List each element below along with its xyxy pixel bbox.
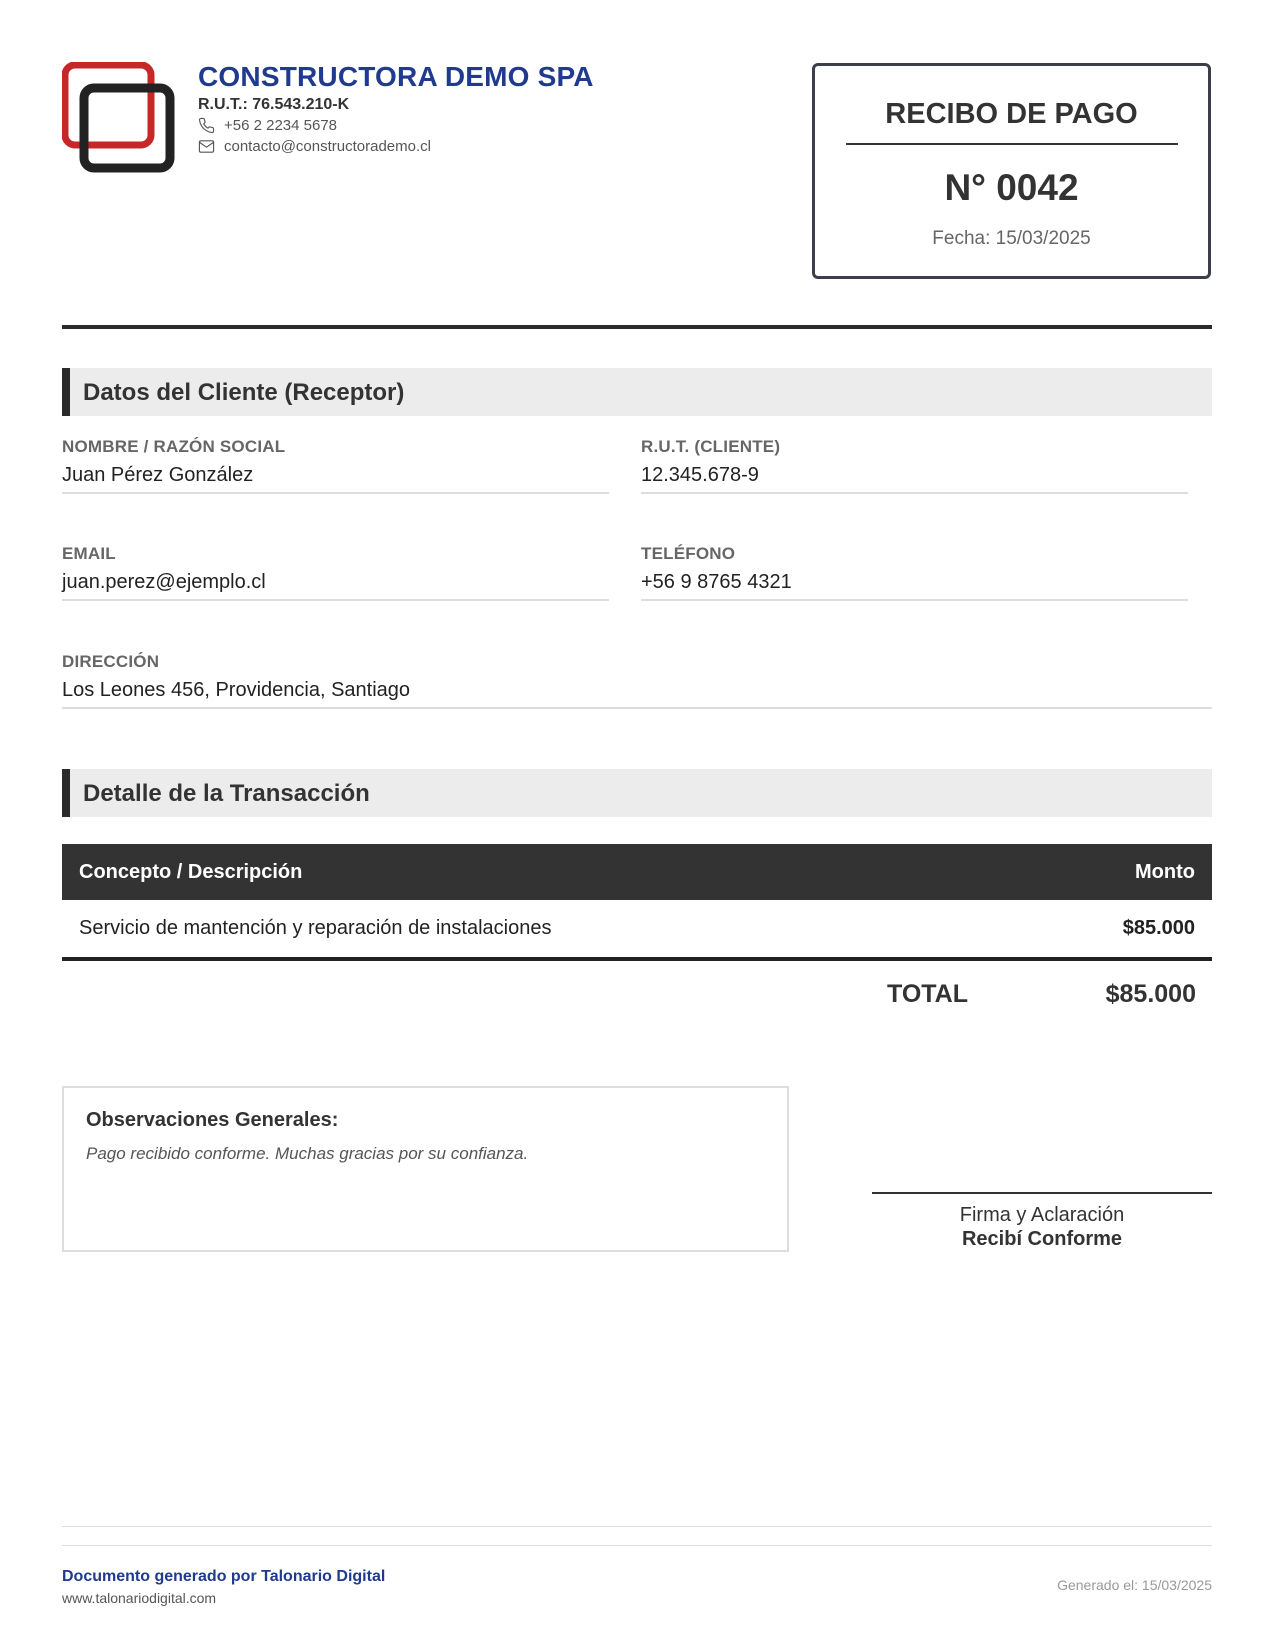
company-rut: R.U.T.: 76.543.210-K <box>198 96 350 113</box>
footer-generated-by: Documento generado por Talonario Digital <box>62 1568 386 1585</box>
notes-title: Observaciones Generales: <box>86 1109 339 1131</box>
client-section-title: Datos del Cliente (Receptor) <box>83 379 405 406</box>
receipt-divider <box>846 143 1178 145</box>
client-rut-value: 12.345.678-9 <box>641 464 1188 494</box>
column-header-amount: Monto <box>1135 861 1195 883</box>
field-label: NOMBRE / RAZÓN SOCIAL <box>62 437 286 456</box>
phone-icon <box>198 117 215 134</box>
company-email-line <box>198 136 594 157</box>
footer-generated-date: Generado el: 15/03/2025 <box>1057 1577 1212 1593</box>
footer-divider <box>62 1545 1212 1546</box>
transaction-section-header <box>62 769 1212 817</box>
receipt-box <box>812 63 1211 279</box>
company-name: CONSTRUCTORA DEMO SPA <box>198 61 594 92</box>
field-label: EMAIL <box>62 544 116 563</box>
client-address-field <box>62 652 1212 709</box>
signature-line <box>872 1192 1212 1194</box>
field-label: R.U.T. (CLIENTE) <box>641 437 781 456</box>
signature-sub: Recibí Conforme <box>961 1228 1123 1250</box>
client-email-field <box>62 544 609 601</box>
transaction-section-title: Detalle de la Transacción <box>83 780 370 807</box>
field-label: DIRECCIÓN <box>62 652 160 671</box>
company-phone-line <box>198 115 594 136</box>
notes-box <box>62 1086 789 1252</box>
header-divider <box>62 325 1212 329</box>
client-phone-field <box>641 544 1188 601</box>
mail-icon <box>198 138 215 155</box>
client-name-value: Juan Pérez González <box>62 464 609 494</box>
footer-url[interactable]: www.talonariodigital.com <box>62 1590 217 1606</box>
table-bottom-rule <box>62 957 1212 961</box>
total-value: $85.000 <box>1105 980 1196 1008</box>
client-rut-field <box>641 437 1188 494</box>
client-section-header <box>62 368 1212 416</box>
company-phone: +56 2 2234 5678 <box>224 117 338 134</box>
notes-text: Pago recibido conforme. Muchas gracias por su confianza. <box>86 1144 529 1163</box>
row-concept: Servicio de mantención y reparación de instalaciones <box>79 917 552 939</box>
total-label: TOTAL <box>887 980 969 1008</box>
row-amount: $85.000 <box>1122 917 1195 939</box>
client-address-value: Los Leones 456, Providencia, Santiago <box>62 679 1212 709</box>
company-email: contacto@constructorademo.cl <box>224 138 431 155</box>
company-logo <box>62 62 180 178</box>
client-email-value: juan.perez@ejemplo.cl <box>62 571 609 601</box>
footer-divider <box>62 1526 1212 1527</box>
client-name-field <box>62 437 609 494</box>
column-header-concept: Concepto / Descripción <box>79 861 303 883</box>
signature-label: Firma y Aclaración <box>959 1204 1125 1226</box>
field-label: TELÉFONO <box>641 544 736 563</box>
client-phone-value: +56 9 8765 4321 <box>641 571 1188 601</box>
table-header <box>62 844 1212 900</box>
receipt-date: Fecha: 15/03/2025 <box>932 228 1091 249</box>
receipt-number: N° 0042 <box>944 167 1079 208</box>
table-row <box>62 900 1212 957</box>
receipt-title: RECIBO DE PAGO <box>885 98 1138 130</box>
company-info <box>198 60 594 157</box>
